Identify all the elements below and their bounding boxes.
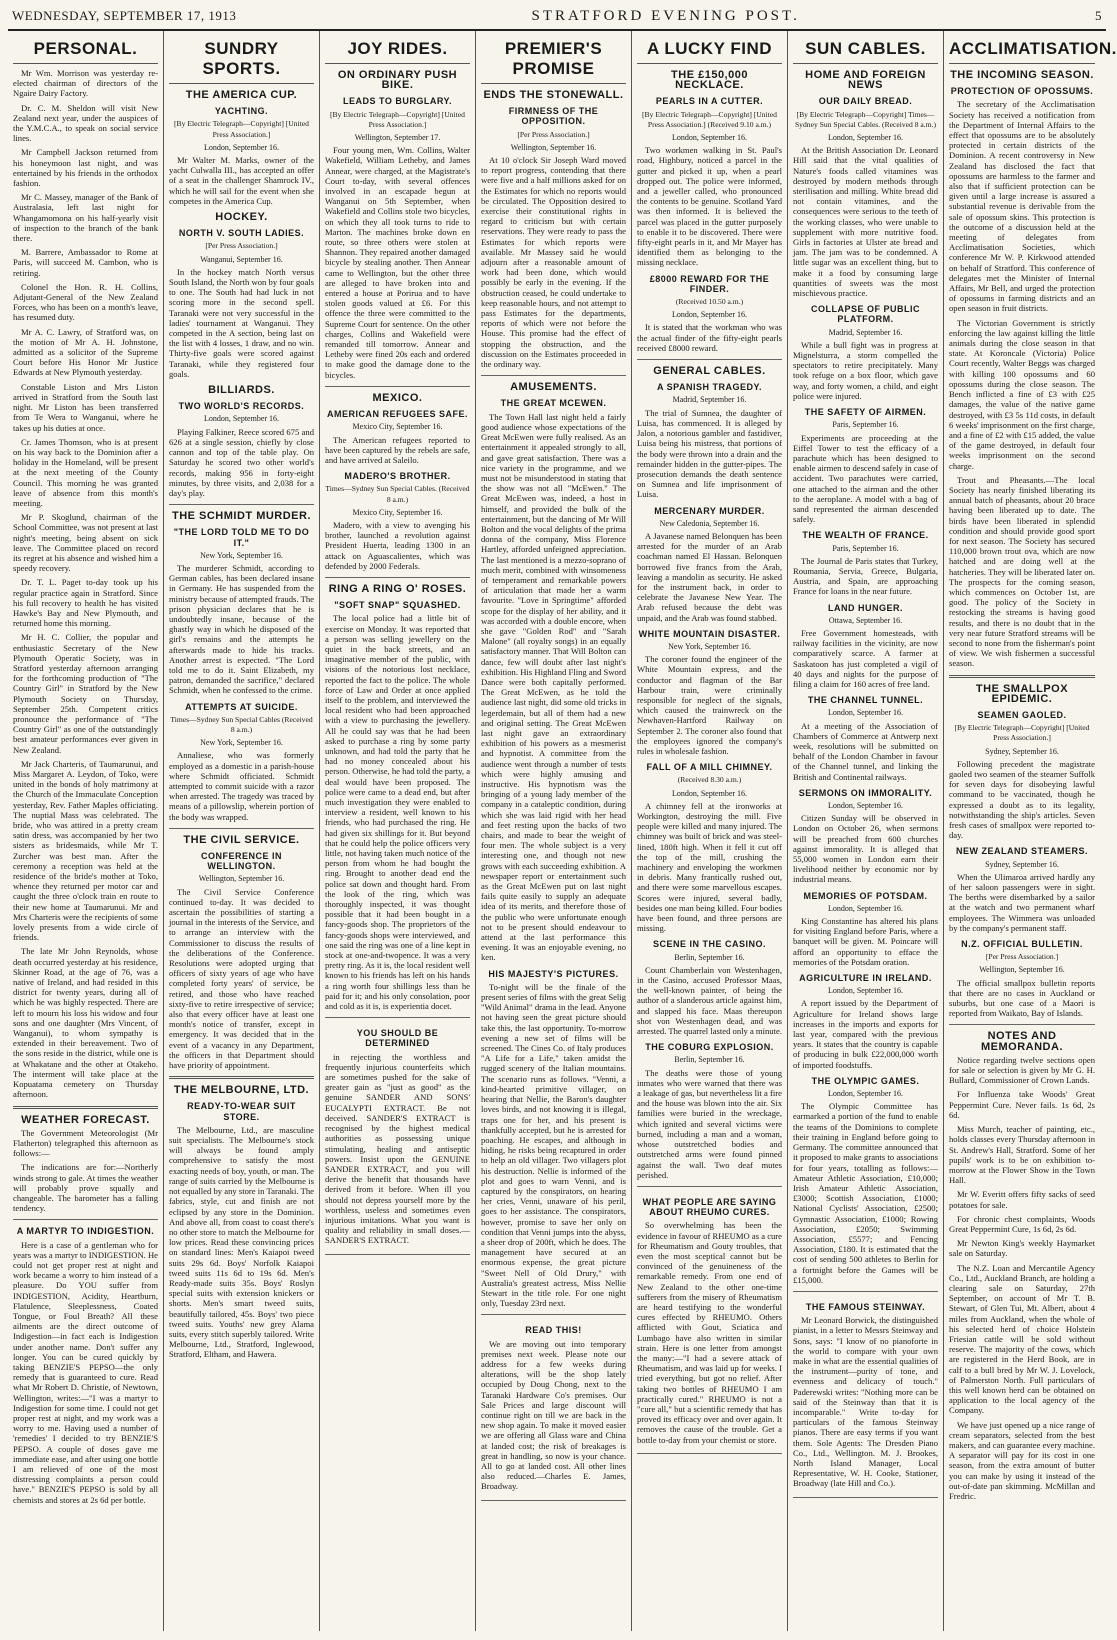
advert-paragraph: in rejecting the worthless and frequently injurious counterfeits which are sometimes pushed for the sake of greater gain as "just as good" as the genuine SANDER AND SONS' EUCALYPTI EXTRACT. Be not deceived. SANDER'S EXTRACT is recognised by the highest medical authorities as possessing unique stimulating, healing and antiseptic powers. Insist upon the GENUINE SANDER EXTRACT, and you will derive the benefit that thousands have derived from it before. When ill you should not depress yourself more by the worthless, useless and sometimes even injurious imitations. What you want is quality and reliability in small doses.—SANDER'S EXTRACT. — [325, 1051, 470, 1246]
section-heading: THE INCOMING SEASON. — [950, 69, 1094, 81]
note-item: Notice regarding twelve sections open for sale or selection is given by Mr G. H. Bullard, Commissioner of Crown Lands. — [949, 1054, 1095, 1086]
column-joy-rides — [320, 31, 476, 1631]
section-subheading: THE SAFETY OF AIRMEN. — [804, 407, 927, 418]
column-acclimatisation — [944, 31, 1117, 1631]
article-paragraph: The Journal de Paris states that Turkey, Roumania, Servia, Greece, Bulgaria, Austria, and Spain, are approaching France for loans in the near future. — [793, 555, 938, 597]
dateline: New Caledonia, September 16. — [659, 518, 760, 528]
section-subheading: £8000 REWARD FOR THE FINDER. — [649, 273, 770, 294]
article-paragraph: Mr Walter M. Marks, owner of the yacht Culwalla III., has accepted an offer of a seat in the challenger Shamrock IV., which he will sail for the event when she competes in the America Cup. — [169, 155, 314, 206]
article-paragraph: Four young men, Wm. Collins, Walter Wakefield, William Letheby, and James Annear, were charged, at the Magistrate's Court to-day, with several offences involved in an escapade begun at Wanganui on 5th September, when Wakefield and Collins stole two bicycles, on which they all took turns to ride to Marton. The machines broke down en route, so three others were stolen at Shannon. They repaired another damaged bicycle by stealing another. Then Annear came to Wellington, but the other three are alleged to have broken into and entered a house at Porirua and to have stolen goods valued at £6. For this offence the three were committed to the Supreme Court for sentence. On the other charges, Collins and Wakefield were remanded till tomorrow. Annear and Letheby were fined 20s each and ordered to make good the damage done to the bicycles. — [325, 145, 470, 380]
divider — [949, 1024, 1095, 1025]
dateline: Sydney, September 16. — [985, 859, 1059, 869]
column-heading: A LUCKY FIND — [637, 39, 782, 64]
section-subheading: PEARLS IN A CUTTER. — [655, 96, 764, 107]
dateline: London, September 16. — [203, 414, 280, 424]
section-subheading: ATTEMPTS AT SUICIDE. — [185, 701, 298, 712]
wire-credit: [Per Press Association.] — [517, 129, 590, 139]
article-paragraph: The secretary of the Acclimatisation Society has received a notification from the Department of Internal Affairs to the effect that opossums are to be absolutely protected in certain districts of the Dominion. A recent controversy in New Zealand has disclosed the fact that opossums are harmless to the farmer and also that if sufficient protection can be given until a large increase is assured a substantial revenue is derivable from the sale of opossum skins. This protection is the outcome of a discussion held at the meeting of delegates from Acclimatisation Societies, which conference Mr W. P. Kirkwood attended on behalf of Stratford. This conference of delegates met the Minister of Internal Affairs, Mr Bell, and urged the protection of opossums in farming districts and an open season in fruit districts. — [949, 99, 1095, 314]
article-paragraph: Madero, with a view to avenging his brother, launched a revolution against President Huerta, leading 1300 in an attack on Aguascalientes, which was defended by 2000 Federals. — [325, 519, 470, 571]
section-subheading: NORTH V. SOUTH LADIES. — [178, 228, 305, 239]
article-paragraph: Experiments are proceeding at the Eiffel Tower to test the efficacy of a parachute which has been designed to enable airmen to descend safely in case of accident. Two parachutes were carried, one attached to the airman and the other to the aeroplane. A model with a bag of sand represented the airman descended safely. — [793, 432, 938, 525]
advert-paragraph: We are moving out into temporary premises next week. Please note our address for a few weeks during alterations, will be the shop lately occupied by Doug Chong, next to the Taranaki Hardware Co's premises. Our Sale Prices and large discount will continue right on till we are back in the new shop again. To make it moved easier we are offering all Glass ware and China at landed cost; the risk of breakages is great in handling, so now is your chance. All to go at landed cost. All other lines also reduced.—Charles E. James, Broadway. — [481, 1338, 626, 1492]
advert-heading: READ THIS! — [525, 1325, 582, 1336]
section-subheading: SCENE IN THE CASINO. — [652, 939, 766, 950]
column-lucky-find — [632, 31, 788, 1631]
dateline: Wellington, September 16. — [198, 874, 285, 884]
article-paragraph: The Town Hall last night held a fairly good audience whose expectations of the Great McEwen were fully realised. As an entertainment it appealed strongly to all, and gave great satisfaction. There was a nice variety in the programme, and we must not be misunderstood in stating that the show was not all "McEwen." The Great McEwen was, indeed, a host in himself, and provided the bulk of the entertainment, but the dancing of Mr Will Bolton and the vocal delights of the prima donna of the company, Miss Florence Hartley, afforded unfeigned appreciation. The last mentioned is a mezzo-soprano of much merit, combined with winsomeness of temperament and remarkable powers of articulation that made her a warm favourite. "Love in Springtime" afforded scope for the display of her ability, and it was accorded with a double encore, when she gave "Golden Rod" and "Sarah Malone" (all royalty songs) in an equally satisfactory manner. That Will Bolton can dance, few will doubt after last night's exhibition. His Highland Fling and Sword Dance were both capitally performed. The Great McEwen, as he told the audience last night, did some old tricks in legerdemain, but all of them had a new and original setting. The Great McEwen last night gave an extraordinary exhibition of his powers as a mesmerist and hypnotist. A committee from the audience went through a number of tests which were highly amusing and instructive. His hypnotism was the bringing of a young lady member of the company in a cataleptic condition, during which she was laid rigid with her head and feet resting upon the backs of two chairs, and made to bear the weight of four men. The whole subject is a very interesting one, and though not new grows with each succeeding exhibition. A newspaper report or entertainment such as the Great McEwen put on last night fails quite easily to supply an adequate idea of its merits, and therefore those of the public who were unfortunate enough not to be present should endeavour to attend at the last performance this evening. It was an enjoyable evening, no ken. — [481, 411, 626, 963]
article-paragraph: A chimney fell at the ironworks at Workington, destroying the mill. Five people were killed and many injured. The chimney was built of brick and was steel-lined, 180ft high. When it fell it cut off the top of the mill, crushing the machinery and enveloping the workmen in debris. Many frantically rushed out, and there were some marvellous escapes. Scores were injured, several badly, besides one man being killed. Four bodies have been found, and three persons are missing. — [637, 800, 782, 934]
article-paragraph: Following precedent the magistrate gaoled two seamen of the steamer Suffolk for seven days for disobeying lawful command to be vaccinated, though he expressed a doubt as to its legality, notwithstanding the ship's articles. Seven fresh cases of smallpox were reported to-day. — [949, 758, 1095, 841]
article-paragraph: Here is a case of a gentleman who for years was a martyr to INDIGESTION. He could not get proper rest at night and work became a worry to him instead of a pleasure. Do YOU suffer from INDIGESTION, Acidity, Heartburn, Flatulence, Sleeplessness, Coated Tongue, or Foul Breath? All these ailments are the direct outcome of Indigestion—in fact each is Indigestion under another name. Don't suffer any longer. You can be cured quickly by taking BENZIE'S PEPSO—the only remedy that is guaranteed to cure. Read what Mr Robert D. Christie, of Newtown, Wellington, writes:—"I was a martyr to Indigestion for some time. I could not get proper rest at night, and my work was a worry to me. Having used a number of 'remedies' I decided to try BENZIE'S PEPSO. A couple of doses gave me immediate ease, and after using one bottle I am relieved of one of the most distressing complaints a person could have." BENZIE'S PEPSO is sold by all chemists and stores at 2s 6d per bottle. — [13, 1239, 158, 1505]
dateline: Madrid, September 16. — [828, 327, 903, 337]
article-paragraph: The murderer Schmidt, according to German cables, has been declared insane in Germany. He has suspended from the ministry because of attempted frauds. The prison physician declares that he is undoubtedly insane, because of the ghastly way in which he disposed of the girl's remains and the attempts he afterwards made to hide his tracks. Another arrest is expected. "The Lord told me to do it. Saint Elizabeth, my patron, demanded the sacrifice," declared Schmidt, when he confessed to the crime. — [169, 562, 314, 696]
advert-paragraph: Mr Leonard Borwick, the distinguished pianist, in a letter to Messrs Steinway and Sons, says: "I know of no pianoforte in the world to compare with your own make in what are the essential qualities of the instrument—purity of tone, and evenness and delicacy of touch." Paderewski writes: "Nothing more can be said of the Steinway than that it is incomparable." Write to-day for particulars of the famous Steinway pianos. There are easy terms if you want them. Sole Agents: The Dresden Piano Co., Ltd., Wellington. M. J. Brookes, North Island Manager, Local Representative, W. H. Cooke, Stationer, Broadway (late Hill and Co.). — [793, 1315, 938, 1489]
note-item: For chronic chest complaints, Woods Great Peppermint Cure, 1s 6d, 2s 6d. — [949, 1213, 1095, 1234]
column-heading: SUNDRY SPORTS. — [169, 39, 314, 84]
article-paragraph: It is stated that the workman who was the actual finder of the fifty-eight pearls received £8000 reward. — [637, 322, 782, 353]
dateline: Berlin, September 16. — [674, 952, 745, 962]
article-paragraph: In the hockey match North versus South Island, the North won by four goals to one. The South had had luck in not scoring more in the second spell. Taranaki were not very successful in the ladies' tournament at Wanganui. They competed in the A section, being last on the list with 4 losses, 1 draw, and no win. Thirty-five goals were scored against Taranaki, while they registered four goals. — [169, 266, 314, 379]
wire-credit: [By Electric Telegraph—Copyright] Times—Sydney Sun Special Cables. (Received 8 a.m.) — [794, 109, 937, 129]
article-paragraph: At 10 o'clock Sir Joseph Ward moved to report progress, contending that there were five and a half millions asked for on the Estimates for which no reports would be circulated. The Opposition desired to exercise their constitutional rights in regard to criticism but with certain reservations. They were ready to pass the Estimates for which reports were available. Mr Massey said he would adjourn after a reasonable amount of work had been done, which would possibly be early in the evening. If the obstruction ceased, he could undertake to keep reasonable hours, and not attempt to pass Estimates for the departments, reports of which were not before the House. This promise had the effect of stopping the obstruction, and the discussion on the Estimates proceeded in the ordinary way. — [481, 155, 626, 370]
masthead — [8, 6, 1106, 31]
section-subheading: WHITE MOUNTAIN DISASTER. — [638, 628, 781, 639]
dateline: Ottawa, September 16. — [828, 615, 903, 625]
article-paragraph: The trial of Sumnea, the daughter of Luisa, has commenced. It is alleged by Jalon, a notorious gambler and fastidiver, Luisa being his mistress, that portions of the body were thrown into a drain and the remainder hidden in the gutter-pipes. The prosecution demands the death sentence on Sumnea and life imprisonment of Luisa. — [637, 407, 782, 500]
dateline: Paris, September 16. — [832, 420, 899, 430]
wire-credit: Times—Sydney Sun Special Cables (Received 8 a.m.) — [170, 714, 313, 734]
article-paragraph: Citizen Sunday will be observed in London on October 26, when sermons will be preached from 600 churches against immorality. It is alleged that 55,000 women in London earn their livelihood neither by economic nor by industrial means. — [793, 813, 938, 885]
section-subheading: N.Z. OFFICIAL BULLETIN. — [961, 939, 1083, 950]
article-paragraph: The American refugees reported to have been captured by the rebels are safe, and have arrived at Saleilo. — [325, 434, 470, 465]
dateline: London, September 16. — [671, 133, 748, 143]
section-subheading: THE GREAT MCEWEN. — [500, 398, 607, 409]
column-premier — [476, 31, 632, 1631]
dateline: London, September 16. — [671, 310, 748, 320]
article-paragraph: Annaliese, who was formerly employed as a domestic in a parish-house where Schmidt officiated. Schmidt attempted to commit suicide with a razor when arrested. The tragedy was traced by means of a pillowslip, wherein portion of the body was wrapped. — [169, 750, 314, 822]
section-heading: HOME AND FOREIGN NEWS — [805, 69, 926, 92]
dateline: New York, September 16. — [668, 641, 751, 651]
section-heading: GENERAL CABLES. — [653, 365, 766, 378]
divider — [637, 359, 782, 360]
columns — [8, 31, 1117, 1631]
dateline: Sydney, September 16. — [985, 746, 1059, 756]
article-paragraph: M. Barrere, Ambassador to Rome at Paris, will succeed M. Cambon, who is retiring. — [13, 247, 158, 278]
dateline: London, September 16. — [827, 133, 904, 143]
dateline: Mexico City, September 16. — [352, 507, 443, 517]
section-heading: ENDS THE STONEWALL. — [483, 89, 624, 101]
section-subheading: OUR DAILY BREAD. — [818, 96, 913, 107]
dateline: London, September 16. — [827, 801, 904, 810]
section-heading: THE SMALLPOX EPIDEMIC. — [975, 682, 1069, 705]
section-heading: AMUSEMENTS. — [510, 381, 597, 394]
section-subheading: "THE LORD TOLD ME TO DO IT." — [173, 527, 310, 548]
note-item: Mr W. Everitt offers fifty sacks of seed potatoes for sale. — [949, 1189, 1095, 1210]
column-personal — [8, 31, 164, 1631]
section-heading: MEXICO. — [372, 391, 423, 404]
dateline: Wanganui, September 16. — [200, 254, 283, 264]
wire-credit: [Per Press Association.] — [985, 952, 1059, 962]
section-subheading: FALL OF A MILL CHIMNEY. — [646, 762, 773, 773]
article-paragraph: Mr Jack Charteris, of Taumarunui, and Miss Margaret A. Leydon, of Toko, were united in the bonds of holy matrimony at the Church of the Immaculate Conception yesterday, Rev. Father Maples officiating. The nuptial Mass was celebrated. The bride, who was attired in a pretty cream satin dress, was accompanied by her two sisters as bridesmaids, while Mr T. Zurcher was best man. After the ceremony a reception was held at the residence of the bride's mother at Toko, whence they returned per motor car and caught the three o'clock train en route to their new home at Taumarunui. Mr and Mrs Charteris were the recipients of some lovely presents from a wide circle of friends. — [13, 758, 158, 943]
article-paragraph: The late Mr John Reynolds, whose death occurred yesterday at his residence, Skinner Road, at the age of 76, was a native of Ireland, and had resided in this district for twenty years, during all of which he was highly respected. There are left to mourn his loss his widow and four sons and one daughter (Mrs Vincent, of Wanganui), to whom sympathy is extended in their bereavement. Two of the sons reside in the district, while one is at Whakatane and the other at Otakeho. The interment will take place at the Kopuatama cemetery on Thursday afternoon. — [13, 946, 158, 1100]
section-subheading: LEADS TO BURGLARY. — [342, 96, 452, 107]
personal-paragraphs — [13, 68, 158, 1100]
article-paragraph: The deaths were those of young inmates who were warned that there was a leakage of gas, but nevertheless lit a fire and the house was blown into the air. Six families were buried in the wreckage, which ignited and several victims were burned, including a man and a woman, whose outstretched bodies and outstretched arms were found pinned against the wall. Two deaf mutes perished. — [637, 1067, 782, 1180]
article-paragraph: The Government Meteorologist (Mr Flatherton) telegraphed this afternoon as follows:— — [13, 1127, 158, 1159]
divider — [481, 375, 626, 376]
advert-heading: YOU SHOULD BE DETERMINED — [356, 1028, 439, 1049]
article-paragraph: The local police had a little bit of exercise on Monday. It was reported that a person was selling jewellery on the quiet in the back streets, and an imaginative member of the public, with visions of the notorious lost necklace, reported the fact to the police. The whole force of Law and Order at once applied itself to the problem, and interviewed the local resident who had been approached with a view to purchasing the jewellery. All he could say was that he had been asked to purchase a ring by some party unknown, and had told the party that he had no money concealed about his person. Otherwise, he had told the party, a deal would have been proposed. The police were came to a dead end, but after much investigation they were enabled to interview a resident, well known to his friends, who had purchased the ring. He had given six shillings for it. But beyond that he could help the police officers very little, not having taken much notice of the person from whom he had bought the ring. Brought to another dead end the police sat down and thought hard. From the look of the ring, which was thoroughly inspected, it was thought possible that it had been bought in a fancy-goods shop. The proprietors of the fancy-goods shops were interviewed, and one said the ring was one of a line kept in stock at one-and-twopence. It was a very pretty ring. As it is, the local resident well known to his friends has left on his hands a ring worth four shillings less than he paid for it; and his only consolation, poor and cold as it is, is experientia docet. — [325, 613, 471, 1012]
article-paragraph: King Constantine has altered his plans for visiting England before Paris, where a banquet will be given. M. Poincare will afford an opportunity to efface the memories of the Potsdam oration. — [793, 916, 938, 967]
section-heading: THE £150,000 NECKLACE. — [671, 69, 748, 92]
advert-subheading: READY-TO-WEAR SUIT STORE. — [187, 1101, 296, 1122]
article-paragraph: To-night will be the finale of the present series of films with the great Selig "Wild Animal" drama in the lead. Anyone not having seen the great picture should take this, the last opportunity. To-morrow evening a new set of films will be screened. The Cines Co. of Italy produces "A Life for a Life," taken amidst the rugged scenery of the Italian mountains. The scenario runs as follows. "Venni, a kind-hearted primitive villager, on hearing that Nellie, the Baron's daughter loves birds, and not knowing it is illegal, traps one for her, and his present is thankfully accepted, but he is arrested for poaching. He escapes, and although in hiding, he risks being recaptured in order to help an old villager. Two villagers plot his destruction. Nellie is informed of the plot and goes to warn Venni, and is captured by the conspirators, on hearing her cries, Venni, unaware of his peril, goes to her assistance. The conspirators, however, promise to save her only on condition that Venni jumps into the abyss, a sheer drop of 200ft, which he does. The management have secured at an enormous expense, the great picture "Sweet Nell of Old Drury," with Australia's greatest actress, Miss Nellie Stewart in the title role. For one night only, Tuesday 23rd next. — [481, 981, 626, 1309]
section-subheading: "SOFT SNAP" SQUASHED. — [334, 600, 461, 611]
article-paragraph: While a bull fight was in progress at Mignelsturra, a storm compelled the spectators to retire precipitately. Many took refuge on a box floor, which gave way, and forty women, a child, and eight police were injured. — [793, 339, 938, 401]
advert-box — [793, 1291, 938, 1498]
divider — [13, 1106, 158, 1109]
dateline: Wellington, September 17. — [354, 133, 441, 143]
section-subheading: HIS MAJESTY'S PICTURES. — [488, 968, 619, 979]
divider — [169, 1076, 314, 1079]
advert-box — [637, 1186, 782, 1454]
article-paragraph: When the Ulimaroa arrived hardly any of her saloon passengers were in sight. The berths were disembarked by a sailor at the watch and two permanent wharf employees. The Wimmera was unloaded by the company's permanent staff. — [949, 871, 1095, 933]
page-number: 5 — [1095, 8, 1102, 23]
article-paragraph: Count Chamberlain von Westenhagen, in the Casino, accused Professor Maas, the well-known painter, of being the author of a slanderous article against him, and slapped his face. Maas thereupon shot von Westenhagen dead, and was arrested. The quarrel lasted only a minute. — [637, 964, 782, 1037]
section-heading: RING A RING O' ROSES. — [328, 582, 467, 595]
section-subheading: FIRMNESS OF THE OPPOSITION. — [508, 106, 599, 127]
divider — [169, 828, 314, 829]
section-heading: WEATHER FORECAST. — [21, 1113, 150, 1126]
note-item: We have just opened up a nice range of cream separators, selected from the best makers, and can guarantee every machine. A separator will pay for its cost in one season, from the extra amount of butter you can make by using it instead of the out-of-date pan skimming. McMillan and Fredric. — [949, 1419, 1095, 1501]
wire-credit: [By Electric Telegraph—Copyright] [United Press Association.] — [954, 723, 1090, 743]
weather-paragraphs — [13, 1128, 158, 1214]
article-paragraph: Constable Liston and Mrs Liston arrived in Stratford from the South last night. Mr Liston has been transferred from Te Wera to Wanganui, where he takes up his duties at once. — [13, 381, 158, 433]
article-paragraph: The Victorian Government is strictly enforcing the law against killing the little animals during the close season in that state. At Koroncale (Victoria) Police Court recently, Walter Beggs was charged with killing 100 opossums and 60 opossums during the close season. The Bench inflicted a fine of £3 with £25 damages, the value of the native game destroyed, with £3 5s 11d costs, in default 6 weeks' imprisonment on the first charge, and a fine of £2 with £15 added, the value of the game destroyed, in default four weeks imprisonment on the second charge. — [949, 317, 1095, 471]
advert-paragraphs — [13, 1240, 158, 1505]
dateline: London, September 16. — [203, 142, 280, 152]
advert-heading: A MARTYR TO INDIGESTION. — [16, 1226, 155, 1237]
article-paragraph: Mr Campbell Jackson returned from his honeymoon last night, and was entertained by his friends in the orthodox fashion. — [13, 147, 158, 189]
column-sport — [164, 31, 320, 1631]
article-paragraph: The official smallpox bulletin reports that there are no cases in Auckland or suburbs, but one case of a Maori is reported from Waikato, Bay of Islands. — [949, 977, 1095, 1019]
wire-credit: [By Electric Telegraph—Copyright] [United Press Association.] — [330, 109, 465, 129]
section-subheading: TWO WORLD'S RECORDS. — [178, 401, 305, 412]
article-paragraph: Trout and Pheasants.—The local Society has nearly finished liberating its annual batch of pheasants, about 20 brace having been liberated up to date. The birds have been liberated in splendid condition and should provide good sport for next season. The Society has secured 110,000 brown trout ova, which are now hatched and are doing well at the hatcheries. They will be liberated later on. The prospects for the coming season, which commences on October 1st, are good. The policy of the Society in restocking the streams is having good results, and there is no doubt that in the very near future Stratford streams will be second to none from the fisherman's point of view. We wish fishermen a successful season. — [949, 474, 1095, 669]
divider — [169, 504, 314, 505]
dateline: Wellington, September 16. — [510, 142, 597, 152]
dateline: Madrid, September 16. — [672, 395, 747, 405]
section-heading: ON ORDINARY PUSH BIKE. — [337, 69, 458, 92]
section-subheading: YACHTING. — [214, 106, 269, 117]
section-subheading: THE WEALTH OF FRANCE. — [802, 530, 929, 541]
column-heading: JOY RIDES. — [325, 39, 470, 64]
article-paragraph: The coroner found the engineer of the White Mountain express, and the conductor and flagman of the Bar Harbour train, were criminally responsible for neglect of the signals, which caused the trainwreck on the Newhaven-Hartford Railway on September 2. The coroner also found that the employees ignored the company's rules in wholesale fashion. — [637, 654, 782, 756]
paper-name: STRATFORD EVENING POST. — [531, 8, 800, 24]
article-paragraph: Mr Wm. Morrison was yesterday re-elected chairman of directors of the Ngaire Dairy Factory. — [13, 68, 158, 99]
divider — [949, 675, 1095, 678]
wire-credit: [By Electric Telegraph—Copyright] [United Press Association.] — [174, 119, 309, 139]
issue-date: WEDNESDAY, SEPTEMBER 17, 1913 — [12, 8, 237, 23]
section-subheading: NEW ZEALAND STEAMERS. — [956, 846, 1088, 857]
advert-heading: WHAT PEOPLE ARE SAYING ABOUT RHEUMO CURES. — [642, 1196, 777, 1218]
section-subheading: SERMONS ON IMMORALITY. — [798, 787, 933, 798]
article-paragraph: At a meeting of the Association of Chambers of Commerce at Antwerp next week, resolutions will be submitted on behalf of the London Chamber in favour of the Channel tunnel, and linking the British and Continental railways. — [793, 720, 938, 782]
section-subheading: MERCENARY MURDER. — [654, 505, 765, 516]
article-paragraph: Playing Falkiner, Reece scored 675 and 626 at a single session, chiefly by close cannon and top of the table play. On Saturday he scored two other world's records, making 956 in forty-eight minutes, by three visits, and 2,038 for a day's play. — [169, 426, 314, 498]
dateline: New York, September 16. — [200, 738, 283, 748]
dateline: Berlin, September 16. — [674, 1055, 745, 1065]
wire-credit: [By Electric Telegraph—Copyright] [United Press Association.] (Received 9.10 a.m.) — [642, 109, 777, 129]
note-item: Mr Newton King's weekly Haymarket sale on Saturday. — [949, 1238, 1095, 1259]
dateline: London, September 16. — [827, 1089, 904, 1099]
article-paragraph: The Olympic Committee has earmarked a portion of the fund to enable the teams of the Dominions to complete their training in England before going to Germany. The committee announced that it proposed to make grants to associations for four years, totalling as follows:—Amateur Athletic Association, £10,000; Irish Amateur Athletic Association, £3000; Scottish Association, £1000; National Cyclists' Association, £2500; Gymnastic Association, £1000; Rowing Association, £2050; Swimming Association, £5577; and Fencing Association, £180. It is estimated that the cost of sending 500 athletes to Berlin for a fortnight before the Games will be £15,000. — [793, 1101, 938, 1285]
wire-credit: [Per Press Association.] — [205, 241, 278, 251]
advert-box — [481, 1314, 626, 1500]
article-paragraph: Mr P. Skoglund, chairman of the School Committee, was not present at last night's meeting, being absent on sick leave. The Committee placed on record its regret at his absence and wished him a speedy recovery. — [13, 512, 158, 574]
dateline: London, September 16. — [827, 708, 904, 718]
wire-credit: (Received 10.50 a.m.) — [675, 297, 744, 307]
note-item: Miss Murch, teacher of painting, etc., holds classes every Thursday afternoon in St. Andrew's Hall, Stratford. Some of her pupils' work is to be on exhibition to-morrow at the Flower Show in the Town Hall. — [949, 1124, 1095, 1186]
dateline: London, September 16. — [671, 788, 748, 798]
section-subheading: MEMORIES OF POTSDAM. — [803, 890, 928, 901]
divider — [325, 577, 470, 578]
article-paragraph: At the British Association Dr. Leonard Hill said that the vital qualities of Nature's foods called vitamines was destroyed by modern methods through sterilisation and milling. White bread did not contain vitamines, and the consequences were serious to the teeth of the working classes, who were unable to supplement with more nutritive food. Girls in factories at Ulster ate bread and jam. The jam was to be condemned. A little sugar was an excellent thing, but to make it a food by consuming large quantities of sweets was the most mischievous practice. — [793, 145, 938, 299]
advert-box — [325, 1017, 470, 1254]
divider — [13, 1219, 158, 1220]
advert-heading: THE FAMOUS STEINWAY. — [805, 1301, 926, 1312]
column-heading: SUN CABLES. — [793, 39, 938, 64]
section-subheading: COLLAPSE OF PUBLIC PLATFORM. — [810, 304, 920, 325]
section-subheading: CONFERENCE IN WELLINGTON. — [200, 851, 282, 872]
section-subheading: LAND HUNGER. — [828, 602, 903, 613]
article-paragraph: Mr A. C. Lawry, of Stratford was, on the motion of Mr A. H. Johnstone, admitted as a solicitor of the Supreme Court before His Honor Mr Justice Edwards at New Plymouth yesterday. — [13, 326, 158, 378]
section-subheading: SEAMEN GAOLED. — [977, 709, 1067, 720]
article-paragraph: Free Government homesteads, with railway facilities in the vicinity, are now comparatively scarce. A farmer at Saskatoon has just completed a vigil of 40 days and nights for the purpose of filing a claim for 160 acres of free land. — [793, 627, 938, 689]
article-paragraph: Cr. James Thomson, who is at present on his way back to the Dominion after a holiday in the Homeland, will be present at the next meeting of the County Council. This morning he was granted leave of absence from this month's meeting. — [13, 436, 158, 508]
section-subheading: MADERO'S BROTHER. — [344, 471, 451, 482]
section-subheading: THE COBURG EXPLOSION. — [645, 1042, 774, 1053]
section-subheading: AGRICULTURE IN IRELAND. — [799, 973, 932, 984]
note-item: The N.Z. Loan and Mercantile Agency Co., Ltd., Auckland Branch, are holding a clearing sale on Saturday, 27th September, on account of Mr T. B. Stewart, of Glen Tui, Mt. Albert, about 4 miles from Auckland, when the whole of his selected herd of choice Holstein Friesian cattle will be sold without reserve. The majority of the cows, which are registered in the Herd Book, are in calf to a bull bred by Mr W. J. Lovelock, of Palmerston North. Full particulars of this well known herd can be obtained on application to the local agency of the Company. — [949, 1262, 1095, 1416]
column-heading: PERSONAL. — [13, 39, 158, 64]
section-subheading: THE CHANNEL TUNNEL. — [807, 695, 924, 706]
column-sun-cables — [788, 31, 944, 1631]
section-heading: HOCKEY. — [215, 211, 268, 224]
advert-paragraph: The Melbourne, Ltd., are masculine suit specialists. The Melbourne's stock will always be found amply comprehensive to satisfy the most exacting needs of boy, youth, or man. The range of suits carried by the Melbourne is not equalled by any store in Taranaki. The fabrics, style, cut and finish are not eclipsed by any store in the Dominion. And above all, from coast to coast there's no other store to match the Melbourne for low prices. Read these convincing prices on standard lines: Men's Kaiapoi tweed suits 29s 6d. Boys' Norfolk Kaiapoi tweed suits 11s 6d to 19s 6d. Men's Ready-made suits 35s. Boys' Roslyn special suits with extension knickers or shorts. Men's smart tweed suits, beautifully tailored, 45s. Boys' two piece tweed suits. Youths' new grey Alama suits, every stitch superbly tailored. Write Melbourne, Ltd., Stratford, Inglewood, Stratford, Eltham, and Hawera. — [169, 1124, 314, 1360]
section-subheading: AMERICAN REFUGEES SAFE. — [326, 409, 468, 420]
article-paragraph: The Civil Service Conference continued to-day. It was decided to ascertain the possibilities of starting a journal in the interests of the Service, and to arrange an interview with the Commissioner to discuss the results of the deliberations of the Conference. Resolutions were adopted urging that officers of sixty years of age who have completed forty years' of service, be retired, and those who have reached sixty-five to retire irrespective of service; also that every officer have at least one month's notice of transfer, except in emergency. It was decided that in the event of a vacancy in any Department, the officers in that Department should have priority of appointment. — [169, 886, 314, 1071]
section-heading: THE CIVIL SERVICE. — [183, 833, 300, 846]
advert-paragraph: So overwhelming has been the evidence in favour of RHEUMO as a cure for Rheumatism and Gouty troubles, that even the most sceptical cannot but be convinced of the genuineness of the remarkable remedy. From one end of New Zealand to the other one-time sufferers from the misery of Rheumatism are heard testifying to the wonderful cures effected by RHEUMO. Others afflicted with Gout, Sciatica and Lumbago have also written in similar strain. Here is one letter from amongst the many:—"I had a severe attack of Rheumatism, and was laid up for weeks. I tried everything, but got no relief. After taking two bottles of RHEUMO I am practically cured." RHEUMO is not a "cure all," but a scientific remedy that has proved its efficacy over and over again. It removes the cause of the trouble. Get a bottle to-day from your chemist or store. — [637, 1220, 782, 1445]
section-heading: THE AMERICA CUP. — [185, 89, 298, 101]
wire-credit: (Received 8.30 a.m.) — [677, 775, 742, 785]
dateline: Wellington, September 16. — [979, 965, 1065, 975]
column-heading: PREMIER'S PROMISE — [481, 39, 626, 84]
section-subheading: PROTECTION OF OPOSSUMS. — [950, 86, 1094, 97]
article-paragraph: Mr H. C. Collier, the popular and enthusiastic Secretary of the New Plymouth Operatic Society, was in Stratford yesterday afternoon arranging for the forthcoming production of "The Country Girl" in Stratford by the New Plymouth Society on Thursday, September 25th. Competent critics pronounce the performance of "The Country Girl" as one of the outstandingly best amateur performances ever given in New Zealand. — [13, 632, 158, 755]
dateline: New York, September 16. — [200, 550, 283, 560]
dateline: London, September 16. — [827, 986, 904, 996]
article-paragraph: A report issued by the Department of Agriculture for Ireland shows large increases in the imports and exports for last year, compared with the previous years. It states that the country is capable of producing in bulk £22,000,000 worth of imported foodstuffs. — [793, 998, 938, 1070]
section-heading: THE SCHMIDT MURDER. — [171, 510, 312, 523]
article-paragraph: Colonel the Hon. R. H. Collins, Adjutant-General of the New Zealand Forces, who has been on a month's leave, has resumed duty. — [13, 281, 158, 323]
advert-heading: THE MELBOURNE, LTD. — [173, 1084, 310, 1097]
section-subheading: THE OLYMPIC GAMES. — [811, 1075, 920, 1086]
note-item: For Influenza take Woods' Great Peppermint Cure. Never fails. 1s 6d, 2s 6d. — [949, 1089, 1095, 1120]
dateline: London, September 16. — [827, 903, 904, 913]
article-paragraph: Two workmen walking in St. Paul's road, Highbury, noticed a parcel in the gutter and picked it up, when a pearl dropped out. The police were informed, and a jeweller called, who pronounced the contents to be genuine. Scotland Yard was then informed. It is believed the parcel was placed in the gutter purposely to enable it to be discovered. There were fifty-eight pearls in it, and Mr Mayer has identified them as belonging to the missing necklace. — [637, 145, 782, 268]
divider — [325, 386, 470, 387]
article-paragraph: Dr. C. M. Sheldon will visit New Zealand next year, under the auspices of the Y.M.C.A., to speak on social service lines. — [13, 102, 158, 144]
article-paragraph: Mr C. Massey, manager of the Bank of Australasia, left last night for Whangamomona on his half-yearly visit of inspection to the branch of the bank there. — [13, 192, 158, 244]
section-heading: NOTES AND MEMORANDA. — [981, 1030, 1063, 1053]
column-heading: ACCLIMATISATION. — [949, 39, 1095, 64]
article-paragraph: A Javanese named Belonquen has been arrested for the murder of an Arab coachman named El Hassan. Belonquen borrowed five francs from the Arab, leaving a mandolin as security. He asked for the instrument back, in order to celebrate the Javanese New Year. The Arab refused because the debt was unpaid, and the Arab was found stabbed. — [637, 530, 782, 623]
dateline: Mexico City, September 16. — [352, 422, 443, 432]
section-subheading: A SPANISH TRAGEDY. — [656, 382, 762, 393]
wire-credit: Times—Sydney Sun Special Cables. (Received 8 a.m.) — [325, 484, 470, 504]
dateline: Paris, September 16. — [832, 543, 899, 553]
section-heading: BILLIARDS. — [208, 384, 275, 397]
article-paragraph: Dr. T. L. Paget to-day took up his regular practice again in Stratford. Since his full recovery to health he has visited Hawke's Bay and New Plymouth, and returned home this morning. — [13, 577, 158, 629]
article-paragraph: The indications are for:—Northerly winds strong to gale. At times the weather will probably prove squally and changeable. The barometer has a falling tendency. — [13, 1162, 158, 1214]
